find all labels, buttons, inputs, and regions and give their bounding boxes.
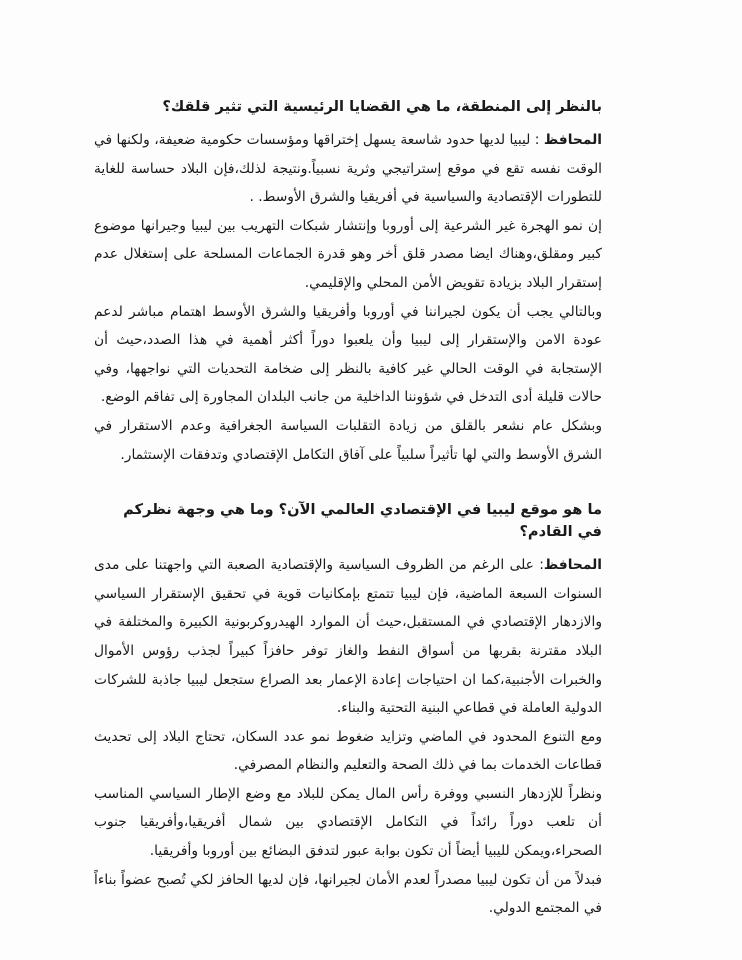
answer-paragraph: [94, 551, 602, 723]
document-content: [94, 96, 602, 923]
answer-paragraph: فبدلاً من أن تكون ليبيا مصدراً لعدم الأمان لجيرانها، فإن لديها الحافز لكي تُصبح عضواً بناءاً في المجتمع الدولي.: [94, 871, 602, 917]
answer-paragraph: ونظراً للإزدهار النسبي ووفرة رأس المال يمكن للبلاد مع وضع الإطار السياسي المناسب أن تلعب دوراً رائداً في التكامل الإقتصادي بين شمال أفريقيا،وأفريقيا جنوب الصحراء،ويمكن لليبيا أيضاً أن تكون بوابة عبور لتدفق البضائع بين أوروبا وأفريقيا.: [94, 785, 602, 860]
paragraph-text: : ليبيا لديها حدود شاسعة يسهل إختراقها ومؤسسات حكومية ضعيفة، ولكنها في الوقت نفسه تقع في موقع إستراتيجي وثرية نسبياً.ونتيجة لذلك،فإن البلاد حساسة للغاية للتطورات الإقتصادية والسياسية في أفريقيا والشرق الأوسط. .: [94, 132, 602, 206]
speaker-label: المحافظ: [543, 132, 602, 148]
paragraph-text: : على الرغم من الظروف السياسية والإقتصادية الصعبة التي واجهتنا على مدى السنوات السبعة الماضية، فإن ليبيا تتمتع بإمكانيات قوية في تحقيق الإستقرار السياسي والازدهار الإقتصادي في المستقبل،حيث أن الموارد الهيدروكربونية الكبيرة والمختلفة في البلاد مقترنة بقربها من أسواق النفط والغاز توفر حافزاً كبيراً لجذب رؤوس الأموال والخبرات الأجنبية،كما ان احتياجات إعادة الإعمار بعد الصراع ستجعل ليبيا جاذبة للشركات الدولية العاملة في قطاعي البنية التحتية والبناء.: [94, 557, 602, 717]
question-heading: ما هو موقع ليبيا في الإقتصادي العالمي الآن؟ وما هي وجهة نظركم في القادم؟: [123, 501, 602, 541]
speaker-label: المحافظ: [543, 557, 602, 574]
answer-paragraph: وبشكل عام نشعر بالقلق من زيادة التقلبات السياسة الجغرافية وعدم الاستقرار في الشرق الأوسط والتي لها تأثيراً سلبياً على آفاق التكامل الإقتصادي وتدفقات الإستثمار.: [94, 417, 602, 463]
question-heading: بالنظر إلى المنطقة، ما هي القضايا الرئيسية التي تثير قلقك؟: [162, 98, 602, 115]
answer-paragraph: وبالتالي يجب أن يكون لجيراننا في أوروبا وأفريقيا والشرق الأوسط اهتمام مباشر لدعم عودة الامن والإستقرار إلى ليبيا وأن يلعبوا دوراً أكثر أهمية في هذا الصدد،حيث أن الإستجابة في الوقت الحالي غير كافية بالنظر إلى ضخامة التحديات التي نواجهها، وفي حالات قليلة أدى التدخل في شؤوننا الداخلية من جانب البلدان المجاورة إلى تفاقم الوضع.: [94, 303, 602, 406]
answer-paragraph: [94, 126, 602, 212]
section-libya-economy: [94, 499, 602, 923]
answer-paragraph: ومع التنوع المحدود في الماضي وتزايد ضغوط نمو عدد السكان، تحتاج البلاد إلى تحديث قطاعات الخدمات بما في ذلك الصحة والتعليم والنظام المصرفي.: [94, 728, 602, 774]
answer-paragraph: إن نمو الهجرة غير الشرعية إلى أوروبا وإنتشار شبكات التهريب بين ليبيا وجيرانها موضوع كبير ومقلق،وهناك ايضا مصدر قلق أخر وهو قدرة الجماعات المسلحة على إستغلال عدم إستقرار البلاد بزيادة تقويض الأمن المحلي والإقليمي.: [94, 217, 602, 291]
section-regional-issues: [94, 96, 602, 469]
